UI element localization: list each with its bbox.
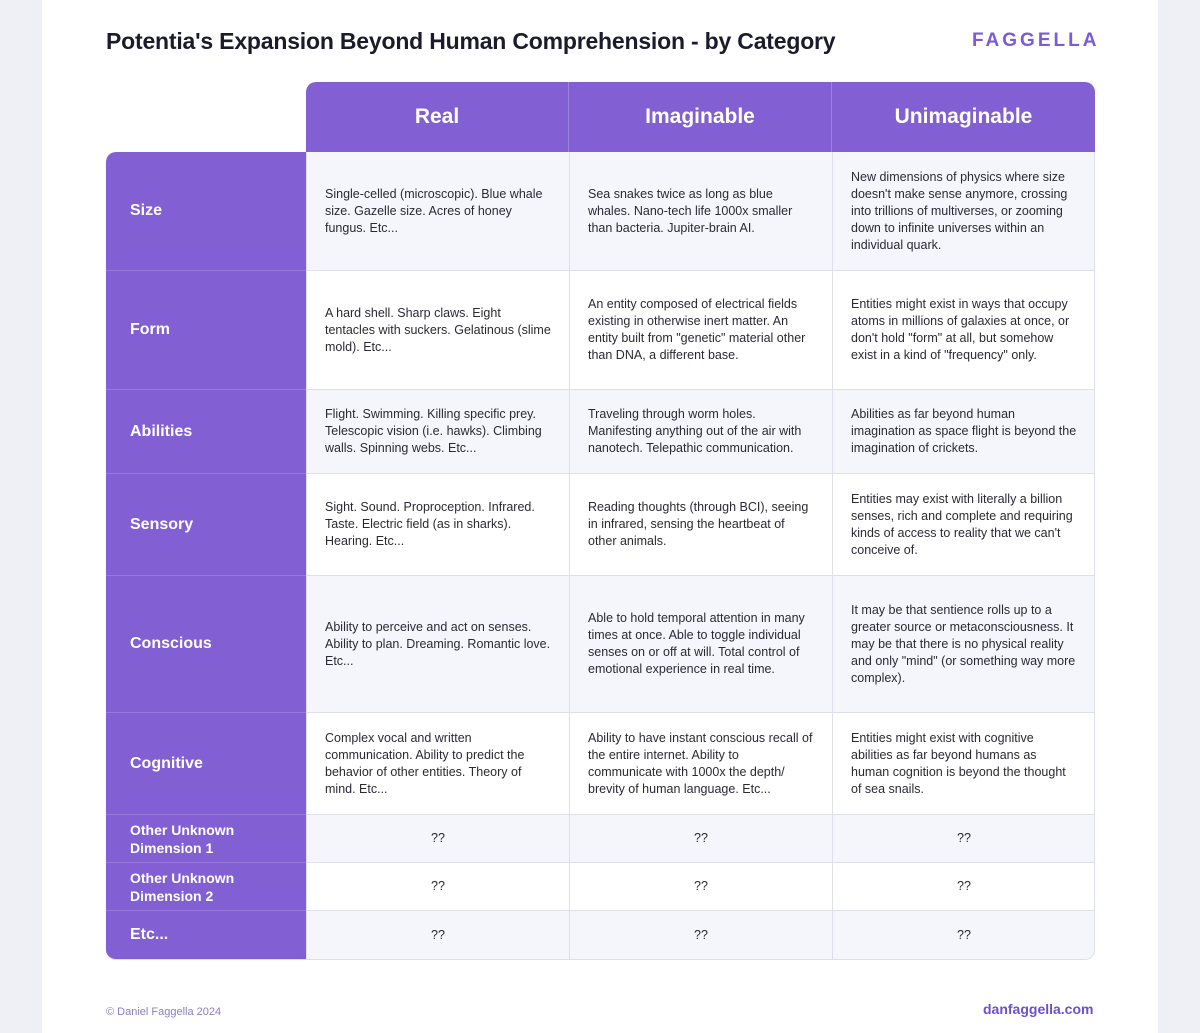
table-cell: Able to hold temporal attention in many times at once. Able to toggle individual senses on or off at will. Total control of emotional experience in real time. — [569, 576, 832, 713]
table-row-conscious — [106, 576, 1094, 713]
table-row-abilities — [106, 390, 1094, 474]
table-cell: New dimensions of physics where size doesn't make sense anymore, crossing into trillions of multiverses, or zooming down to infinite universes within an individual quark. — [832, 152, 1095, 271]
table-cell: Entities may exist with literally a billion senses, rich and complete and requiring kinds of access to reality that we can't conceive of. — [832, 474, 1095, 576]
row-label: Abilities — [106, 390, 306, 474]
table-cell: Sight. Sound. Proproception. Infrared. Taste. Electric field (as in sharks). Hearing. Etc... — [306, 474, 569, 576]
table-cell: Abilities as far beyond human imagination as space flight is beyond the imagination of crickets. — [832, 390, 1095, 474]
table-row-other-unknown-1 — [106, 815, 1094, 863]
table-cell: ?? — [832, 911, 1095, 959]
table-row-form — [106, 271, 1094, 390]
table-cell: ?? — [569, 863, 832, 911]
table-cell: ?? — [832, 863, 1095, 911]
table-cell: Entities might exist with cognitive abilities as far beyond humans as human cognition is beyond the thought of sea snails. — [832, 713, 1095, 815]
row-label: Size — [106, 152, 306, 271]
table-cell: It may be that sentience rolls up to a greater source or metaconsciousness. It may be that there is no physical reality and only "mind" (or something way more complex). — [832, 576, 1095, 713]
table-row-sensory — [106, 474, 1094, 576]
table-cell: Single-celled (microscopic). Blue whale size. Gazelle size. Acres of honey fungus. Etc... — [306, 152, 569, 271]
table-cell: Complex vocal and written communication. Ability to predict the behavior of other entities. Theory of mind. Etc... — [306, 713, 569, 815]
table-cell: An entity composed of electrical fields existing in otherwise inert matter. An entity built from "genetic" material other than DNA, a different base. — [569, 271, 832, 390]
table-cell: Ability to perceive and act on senses. Ability to plan. Dreaming. Romantic love. Etc... — [306, 576, 569, 713]
column-header-imaginable: Imaginable — [569, 82, 832, 152]
copyright-text: © Daniel Faggella 2024 — [106, 1006, 222, 1018]
table-cell: ?? — [569, 911, 832, 959]
table-cell: Entities might exist in ways that occupy atoms in millions of galaxies at once, or don't hold "form" at all, but somehow exist in a kind of "frequency" only. — [832, 271, 1095, 390]
table-cell: Traveling through worm holes. Manifesting anything out of the air with nanotech. Telepathic communication. — [569, 390, 832, 474]
row-label: Cognitive — [106, 713, 306, 815]
table-cell: ?? — [306, 863, 569, 911]
table-row-etc — [106, 911, 1094, 959]
column-header-row — [306, 82, 1095, 152]
brand-logo: FAGGELLA — [972, 30, 1100, 51]
row-label: Other Unknown Dimension 1 — [106, 815, 306, 863]
page-title: Potentia's Expansion Beyond Human Comprehension - by Category — [106, 28, 836, 54]
table-row-other-unknown-2 — [106, 863, 1094, 911]
table-cell: ?? — [832, 815, 1095, 863]
column-header-unimaginable: Unimaginable — [894, 105, 1033, 128]
table-cell: Sea snakes twice as long as blue whales. Nano-tech life 1000x smaller than bacteria. Jupiter-brain AI. — [569, 152, 832, 271]
table-cell: Flight. Swimming. Killing specific prey. Telescopic vision (i.e. hawks). Climbing walls. Spinning webs. Etc... — [306, 390, 569, 474]
table-cell: ?? — [569, 815, 832, 863]
table-cell: Ability to have instant conscious recall of the entire internet. Ability to communicate with 1000x the depth/ brevity of human language. Etc... — [569, 713, 832, 815]
row-label: Etc... — [106, 911, 306, 959]
row-label: Form — [106, 271, 306, 390]
row-label: Other Unknown Dimension 2 — [106, 863, 306, 911]
table-cell: ?? — [306, 911, 569, 959]
row-label: Sensory — [106, 474, 306, 576]
table-cell: ?? — [306, 815, 569, 863]
table-row-cognitive — [106, 713, 1094, 815]
category-table — [106, 152, 1095, 960]
table-row-size — [106, 152, 1094, 271]
column-header-real: Real — [306, 82, 569, 152]
table-cell: Reading thoughts (through BCI), seeing in infrared, sensing the heartbeat of other animals. — [569, 474, 832, 576]
row-label: Conscious — [106, 576, 306, 713]
table-cell: A hard shell. Sharp claws. Eight tentacles with suckers. Gelatinous (slime mold). Etc... — [306, 271, 569, 390]
website-link[interactable]: danfaggella.com — [983, 1001, 1094, 1017]
